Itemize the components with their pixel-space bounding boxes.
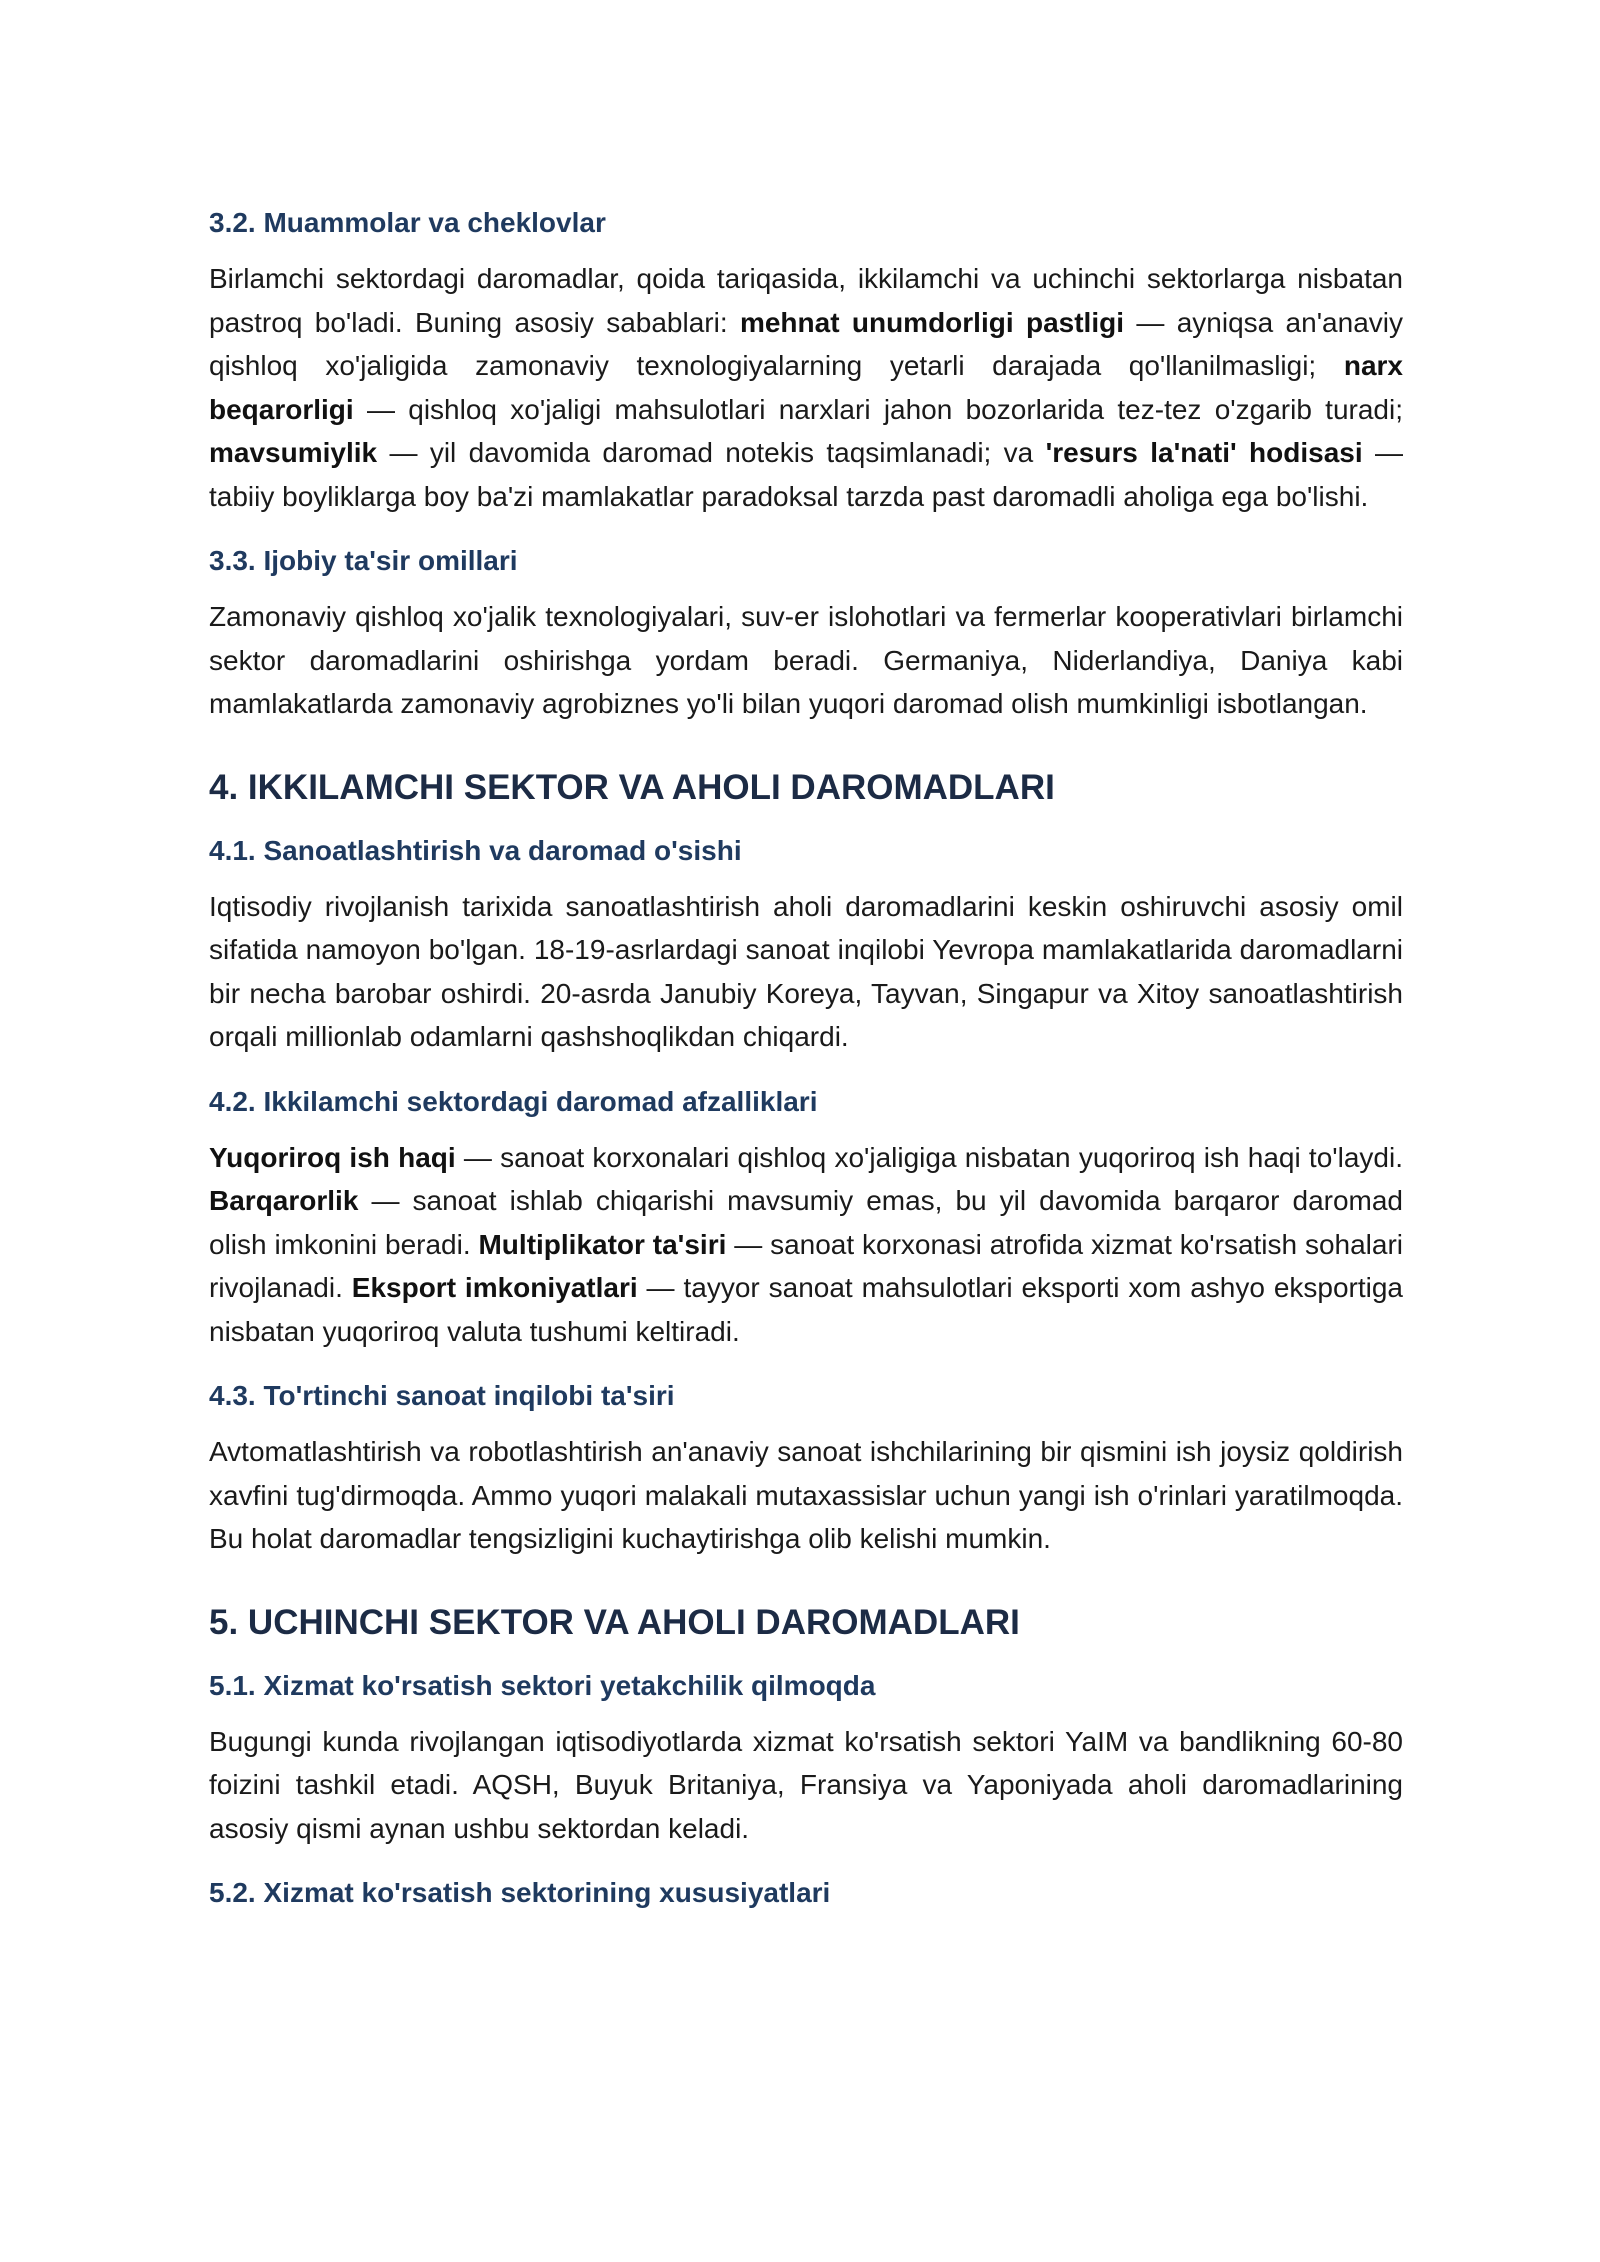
bold-term: narx beqarorligi [209,350,1403,425]
bold-term: Barqarorlik [209,1185,359,1216]
paragraph-4-1: Iqtisodiy rivojlanish tarixida sanoatlashtirish aholi daromadlarini keskin oshiruvchi asosiy omil sifatida namoyon bo'lgan. 18-19-asrlardagi sanoat inqilobi Yevropa mamlakatlarida daromadlarni bir necha barobar oshirdi. 20-asrda Janubiy Koreya, Tayvan, Singapur va Xitoy sanoatlashtirish orqali millionlab odamlarni qashshoqlikdan chiqardi. [209,890,1403,1052]
heading-4-2: 4.2. Ikkilamchi sektordagi daromad afzalliklari [209,1085,818,1117]
heading-3-2: 3.2. Muammolar va cheklovlar [209,207,606,238]
bold-term: mavsumiylik [209,437,378,468]
heading-5: 5. UCHINCHI SEKTOR VA AHOLI DAROMADLARI [209,1602,1020,1642]
heading-4-3: 4.3. To'rtinchi sanoat inqilobi ta'siri [209,1380,675,1411]
paragraph-4-3: Avtomatlashtirish va robotlashtirish an'anaviy sanoat ishchilarining bir qismini ish joysiz qoldirish xavfini tug'dirmoqda. Ammo yuqori malakali mutaxassislar uchun yangi ish o'rinlari yaratilmoqda. Bu holat daromadlar tengsizligini kuchaytirishga olib kelishi mumkin. [209,1436,1403,1554]
paragraph-5-1: Bugungi kunda rivojlangan iqtisodiyotlarda xizmat ko'rsatish sektori YaIM va bandlikning 60-80 foizini tashkil etadi. AQSH, Buyuk Britaniya, Fransiya va Yaponiyada aholi daromadlarining asosiy qismi aynan ushbu sektordan keladi. [209,1725,1403,1844]
heading-4: 4. IKKILAMCHI SEKTOR VA AHOLI DAROMADLARI [209,767,1055,807]
heading-5-2: 5.2. Xizmat ko'rsatish sektorining xususiyatlari [209,1877,831,1908]
bold-term: Eksport imkoniyatlari [351,1272,638,1303]
heading-5-1: 5.1. Xizmat ko'rsatish sektori yetakchilik qilmoqda [209,1669,876,1701]
paragraph-4-2: Yuqoriroq ish haqi — sanoat korxonalari qishloq xo'jaligiga nisbatan yuqoriroq ish haqi to'laydi. Barqarorlik — sanoat ishlab chiqarishi mavsumiy emas, bu yil davomida barqaror daromad olish imkonini beradi. Multiplikator ta'siri — sanoat korxonasi atrofida xizmat ko'rsatish sohalari rivojlanadi. Eksport imkoniyatlari — tayyor sanoat mahsulotlari eksporti xom ashyo eksportiga nisbatan yuqoriroq valuta tushumi keltiradi. [209,1141,1403,1347]
document-page [209,205,1403,1911]
bold-term: mehnat unumdorligi pastligi [739,306,1124,338]
bold-term: Yuqoriroq ish haqi [209,1141,456,1173]
heading-4-1: 4.1. Sanoatlashtirish va daromad o'sishi [209,834,742,866]
heading-3-3: 3.3. Ijobiy ta'sir omillari [209,545,518,576]
paragraph-3-2: Birlamchi sektordagi daromadlar, qoida tariqasida, ikkilamchi va uchinchi sektorlarga nisbatan pastroq bo'ladi. Buning asosiy sabablari: mehnat unumdorligi pastligi — ayniqsa an'anaviy qishloq xo'jaligida zamonaviy texnologiyalarning yetarli darajada qo'llanilmasligi; narx beqarorligi — qishloq xo'jaligi mahsulotlari narxlari jahon bozorlarida tez-tez o'zgarib turadi; mavsumiylik — yil davomida daromad notekis taqsimlanadi; va 'resurs la'nati' hodisasi — tabiiy boyliklarga boy ba'zi mamlakatlar paradoksal tarzda past daromadli aholiga ega bo'lishi. [209,263,1403,512]
bold-term: 'resurs la'nati' hodisasi [1045,437,1363,468]
paragraph-3-3: Zamonaviy qishloq xo'jalik texnologiyalari, suv-er islohotlari va fermerlar kooperativlari birlamchi sektor daromadlarini oshirishga yordam beradi. Germaniya, Niderlandiya, Daniya kabi mamlakatlarda zamonaviy agrobiznes yo'li bilan yuqori daromad olish mumkinligi isbotlangan. [209,601,1403,719]
bold-term: Multiplikator ta'siri [478,1228,727,1260]
